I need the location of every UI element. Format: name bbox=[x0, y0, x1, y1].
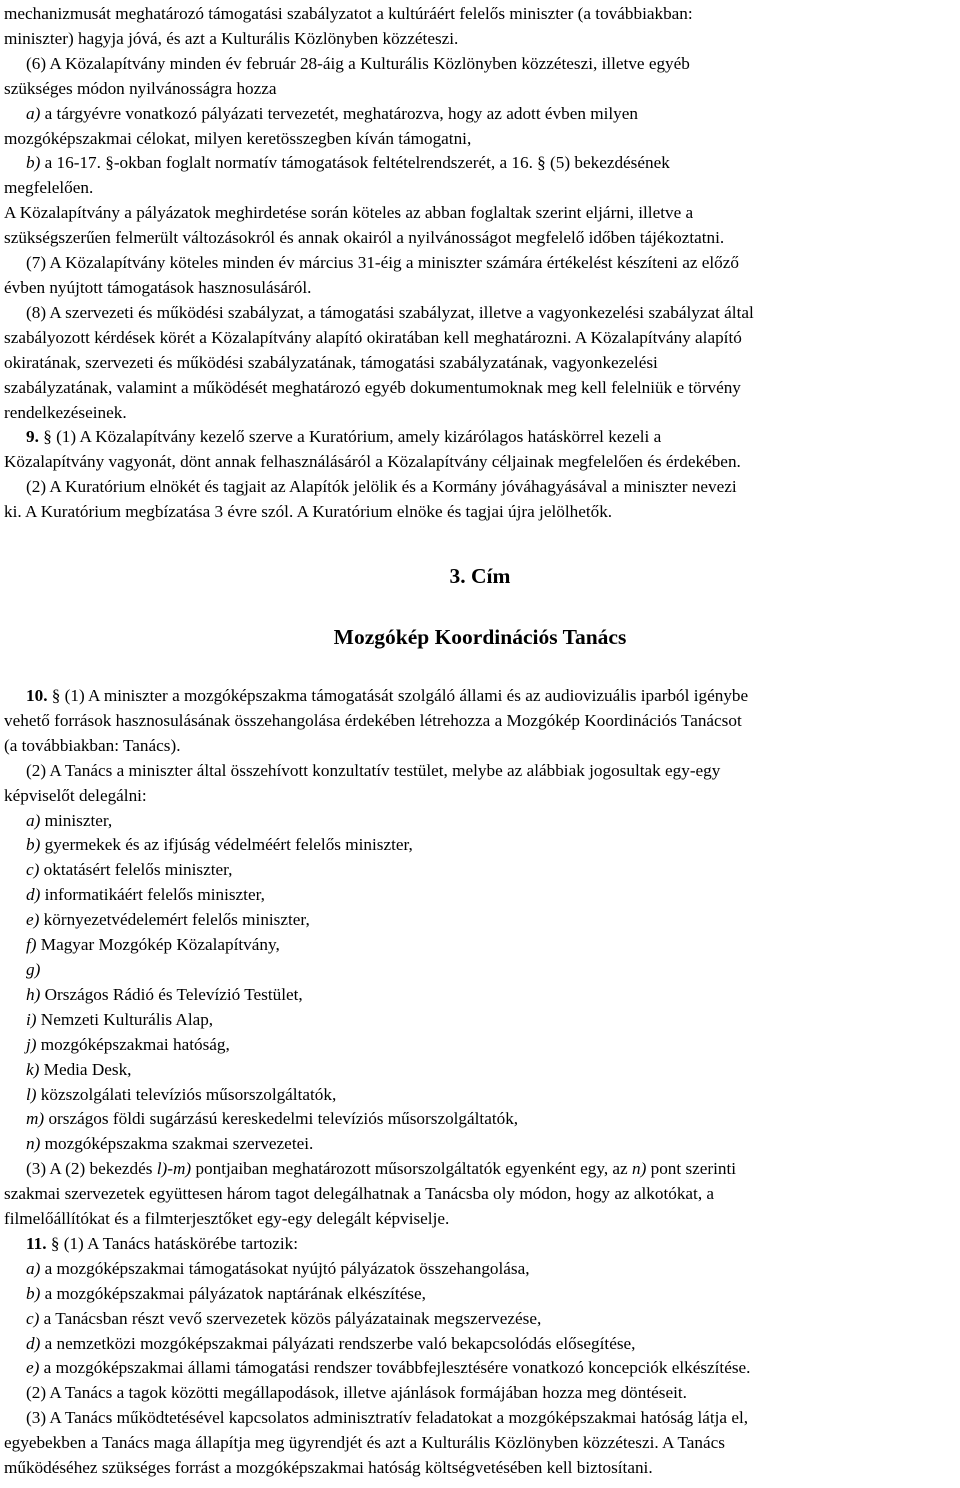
text-run: ki. A Kuratórium megbízatása 3 évre szól. A Kuratórium elnöke és tagjai újra jelölhetők. bbox=[4, 502, 613, 522]
text-run: Magyar Mozgókép Közalapítvány, bbox=[36, 935, 280, 955]
line-p5b bbox=[4, 326, 754, 351]
text-run: szükségszerűen felmerült változásokról és annak okairól a nyilvánosságot megfelelő időben tájékoztatni. bbox=[4, 228, 725, 248]
line-lc bbox=[4, 858, 750, 883]
text-run: c) bbox=[26, 1308, 40, 1328]
text-run: g) bbox=[26, 959, 41, 979]
text-run: informatikáért felelős miniszter, bbox=[40, 885, 265, 905]
text-run: f) bbox=[26, 935, 37, 955]
text-run: 10. bbox=[26, 686, 48, 705]
line-p3a bbox=[4, 201, 754, 226]
line-p2e bbox=[4, 151, 754, 176]
text-run: környezetvédelemért felelős miniszter, bbox=[39, 910, 310, 930]
text-run: mozgóképszakmai hatóság, bbox=[36, 1034, 230, 1054]
text-run: a 16-17. §-okban foglalt normatív támogatások feltételrendszerét, a 16. § (5) bekezdésének bbox=[40, 153, 670, 173]
text-run: képviselőt delegálni: bbox=[4, 785, 147, 805]
text-run: e) bbox=[26, 910, 40, 930]
text-run: (2) A Kuratórium elnökét és tagjait az Alapítók jelölik és a Kormány jóváhagyásával a miniszter nevezi bbox=[26, 477, 737, 497]
text-run: okiratának, szervezeti és működési szabályzatának, támogatási szabályzatának, vagyonkezelési bbox=[4, 352, 658, 372]
text-run: szabályzatának, valamint a működését meghatározó egyéb dokumentumoknak meg kell felelniük e törvény bbox=[4, 377, 741, 397]
text-run: a) bbox=[26, 1258, 41, 1278]
text-run: szükséges módon nyilvánosságra hozza bbox=[4, 78, 277, 98]
section-subtitle bbox=[0, 625, 960, 650]
line-lm bbox=[4, 1107, 750, 1132]
line-s11le bbox=[4, 1356, 750, 1381]
line-ln bbox=[4, 1132, 750, 1157]
text-run: (6) A Közalapítvány minden év február 28-áig a Kulturális Közlönyben közzéteszi, illetve egyéb bbox=[26, 53, 690, 73]
line-p2a bbox=[4, 52, 754, 77]
text-run: szakmai szervezetek együttesen három tagot delegálhatnak a Tanácsba oly módon, hogy az alkotókat, a bbox=[4, 1184, 715, 1204]
text-run: (8) A szervezeti és működési szabályzat, a támogatási szabályzat, illetve a vagyonkezelési szabályzat által bbox=[26, 302, 754, 322]
text-run: l)-m) bbox=[156, 1159, 192, 1179]
line-la bbox=[4, 809, 750, 834]
line-p7a bbox=[4, 475, 754, 500]
text-run: Országos Rádió és Televízió Testület, bbox=[40, 984, 303, 1004]
line-p5d bbox=[4, 376, 754, 401]
line-p5e bbox=[4, 401, 754, 426]
text-run: működéséhez szükséges forrást a mozgóképszakmai hatóság költségvetésében kell biztosítani. bbox=[4, 1458, 653, 1478]
text-run: (2) A Tanács a miniszter által összehívott konzultatív testület, melybe az alábbiak jogosultak egy-egy bbox=[26, 760, 721, 780]
text-run: miniszter) hagyja jóvá, és azt a Kulturális Közlönyben közzéteszi. bbox=[4, 28, 459, 48]
text-run: (a továbbiakban: Tanács). bbox=[4, 735, 181, 755]
line-p4b bbox=[4, 276, 754, 301]
text-run: j) bbox=[26, 1034, 37, 1054]
line-p5a bbox=[4, 301, 754, 326]
text-run: A Közalapítvány a pályázatok meghirdetése során köteles az abban foglaltak szerint eljárni, illetve a bbox=[4, 203, 694, 223]
line-p6a bbox=[4, 425, 754, 450]
text-run: n) bbox=[631, 1159, 647, 1179]
line-p6b bbox=[4, 450, 754, 475]
text-run: h) bbox=[26, 984, 41, 1004]
text-run: szabályozott kérdések körét a Közalapítvány alapító okiratában kell meghatározni. A Közalapítvány alapító bbox=[4, 327, 742, 347]
text-block-bottom bbox=[4, 684, 750, 1481]
line-p4a bbox=[4, 251, 754, 276]
line-lb bbox=[4, 833, 750, 858]
line-p5c bbox=[4, 351, 754, 376]
text-run: mozgóképszakmai célokat, milyen keretösszegben kíván támogatni, bbox=[4, 128, 472, 148]
line-s10f bbox=[4, 1157, 750, 1182]
text-run: i) bbox=[26, 1009, 37, 1029]
text-run: a nemzetközi mozgóképszakmai pályázati rendszerbe való bekapcsolódás elősegítése, bbox=[40, 1333, 636, 1353]
text-run: k) bbox=[26, 1059, 40, 1079]
line-p2d bbox=[4, 127, 754, 152]
text-block-top bbox=[4, 2, 754, 525]
line-p2f bbox=[4, 176, 754, 201]
line-s11lc bbox=[4, 1307, 750, 1332]
text-run: b) bbox=[26, 153, 41, 173]
line-s11ld bbox=[4, 1332, 750, 1357]
line-s11d bbox=[4, 1431, 750, 1456]
text-run: vehető források hasznosulásának összehangolása érdekében létrehozza a Mozgókép Koordinációs Tanácsot bbox=[4, 710, 742, 730]
text-run: mozgóképszakma szakmai szervezetei. bbox=[40, 1134, 314, 1154]
text-run: a) bbox=[26, 810, 41, 830]
text-run: § (1) A Közalapítvány kezelő szerve a Kuratórium, amely kizárólagos hatáskörrel kezeli a bbox=[38, 427, 662, 447]
text-run: a mozgóképszakmai pályázatok naptárának elkészítése, bbox=[40, 1283, 426, 1303]
text-run: 11. bbox=[26, 1233, 47, 1253]
line-p1a bbox=[4, 2, 754, 27]
text-run: (7) A Közalapítvány köteles minden év március 31-éig a miniszter számára értékelést készíteni az előző bbox=[26, 253, 740, 273]
text-run: egyebekben a Tanács maga állapítja meg ügyrendjét és azt a Kulturális Közlönyben közzéteszi. A Tanács bbox=[4, 1433, 725, 1453]
text-run: Nemzeti Kulturális Alap, bbox=[36, 1009, 214, 1029]
text-run: c) bbox=[26, 860, 40, 880]
line-s10e bbox=[4, 784, 750, 809]
text-run: mechanizmusát meghatározó támogatási szabályzatot a kultúráért felelős miniszter (a továbbiakban: bbox=[4, 4, 693, 23]
line-s11c bbox=[4, 1406, 750, 1431]
line-lh bbox=[4, 983, 750, 1008]
text-run: § (1) A miniszter a mozgóképszakma támogatását szolgáló állami és az audiovizuális iparból igénybe bbox=[47, 686, 749, 705]
text-run: d) bbox=[26, 1333, 41, 1353]
text-run: közszolgálati televíziós műsorszolgáltatók, bbox=[36, 1084, 337, 1104]
text-run: § (1) A Tanács hatáskörébe tartozik: bbox=[46, 1233, 298, 1253]
text-run: pontjaiban meghatározott műsorszolgáltatók egyenként egy, az bbox=[191, 1159, 632, 1179]
text-run: l) bbox=[26, 1084, 37, 1104]
line-s11lb bbox=[4, 1282, 750, 1307]
text-run: gyermekek és az ifjúság védelméért felelős miniszter, bbox=[40, 835, 413, 855]
text-run: évben nyújtott támogatások hasznosulásáról. bbox=[4, 277, 312, 297]
text-run: a Tanácsban részt vevő szervezetek közös pályázatainak megszervezése, bbox=[39, 1308, 542, 1328]
text-run: d) bbox=[26, 885, 41, 905]
text-run: országos földi sugárzású kereskedelmi televíziós műsorszolgáltatók, bbox=[44, 1109, 519, 1129]
line-p1b bbox=[4, 27, 754, 52]
line-lj bbox=[4, 1033, 750, 1058]
line-ld bbox=[4, 883, 750, 908]
line-lf bbox=[4, 933, 750, 958]
line-s11b bbox=[4, 1381, 750, 1406]
line-p2b bbox=[4, 77, 754, 102]
section-subtitle-text: Mozgókép Koordinációs Tanács bbox=[333, 625, 627, 649]
line-p7b bbox=[4, 500, 754, 525]
line-s10b bbox=[4, 709, 750, 734]
text-run: miniszter, bbox=[40, 810, 113, 830]
text-run: (3) A Tanács működtetésével kapcsolatos adminisztratív feladatokat a mozgóképszakmai hatóság látja el, bbox=[26, 1408, 749, 1428]
line-p2c bbox=[4, 102, 754, 127]
line-p3b bbox=[4, 226, 754, 251]
line-s10a bbox=[4, 684, 750, 709]
text-run: a) bbox=[26, 103, 41, 123]
line-s11la bbox=[4, 1257, 750, 1282]
section-title-text: 3. Cím bbox=[449, 564, 511, 588]
text-run: a mozgóképszakmai állami támogatási rendszer továbbfejlesztésére vonatkozó koncepciók elkészítése. bbox=[39, 1358, 751, 1378]
line-s10h bbox=[4, 1207, 750, 1232]
text-run: Media Desk, bbox=[39, 1059, 132, 1079]
text-run: (3) A (2) bekezdés bbox=[26, 1159, 157, 1179]
text-run: megfelelően. bbox=[4, 178, 94, 198]
section-title bbox=[0, 564, 960, 589]
line-lk bbox=[4, 1058, 750, 1083]
text-run: b) bbox=[26, 835, 41, 855]
text-run: e) bbox=[26, 1358, 40, 1378]
line-lg bbox=[4, 958, 750, 983]
text-run: a mozgóképszakmai támogatásokat nyújtó pályázatok összehangolása, bbox=[40, 1258, 530, 1278]
text-run: (2) A Tanács a tagok közötti megállapodások, illetve ajánlások formájában hozza meg döntéseit. bbox=[26, 1383, 687, 1403]
text-run: rendelkezéseinek. bbox=[4, 402, 127, 422]
text-run: a tárgyévre vonatkozó pályázati tervezetét, meghatározva, hogy az adott évben milyen bbox=[40, 103, 638, 123]
line-li bbox=[4, 1008, 750, 1033]
line-ll bbox=[4, 1083, 750, 1108]
text-run: b) bbox=[26, 1283, 41, 1303]
text-run: n) bbox=[26, 1134, 41, 1154]
line-s10c bbox=[4, 734, 750, 759]
line-s11a bbox=[4, 1232, 750, 1257]
text-run: filmelőállítókat és a filmterjesztőket egy-egy delegált képviselje. bbox=[4, 1209, 450, 1229]
line-le bbox=[4, 908, 750, 933]
line-s11e bbox=[4, 1456, 750, 1481]
line-s10g bbox=[4, 1182, 750, 1207]
text-run: Közalapítvány vagyonát, dönt annak felhasználásáról a Közalapítvány céljainak megfelelően és érdekében. bbox=[4, 452, 741, 472]
text-run: 9. bbox=[26, 427, 39, 447]
text-run: m) bbox=[26, 1109, 45, 1129]
text-run: pont szerinti bbox=[646, 1159, 737, 1179]
text-run: oktatásért felelős miniszter, bbox=[39, 860, 233, 880]
line-s10d bbox=[4, 759, 750, 784]
